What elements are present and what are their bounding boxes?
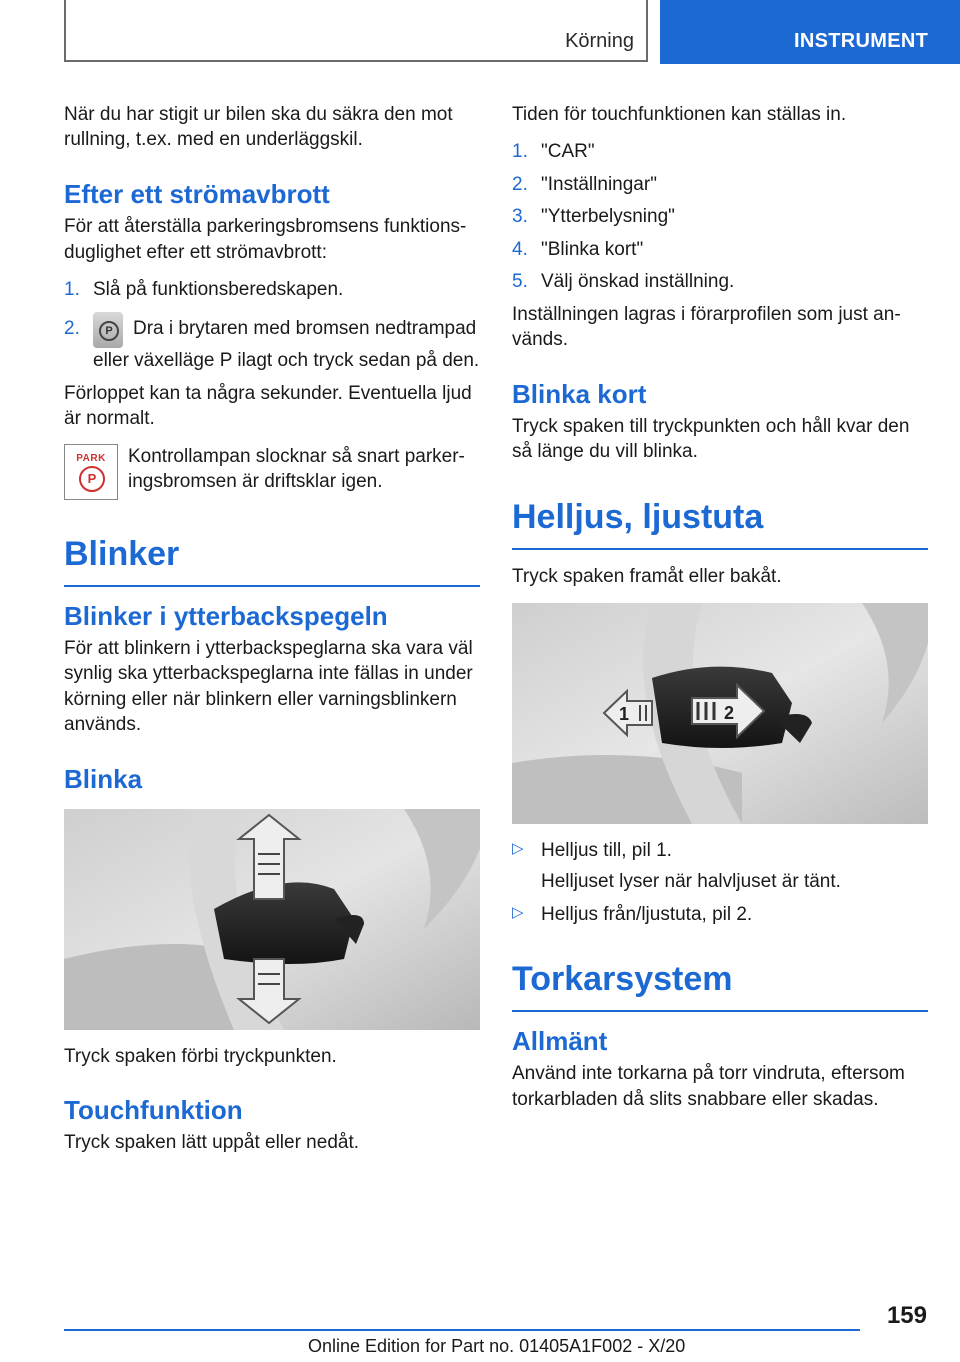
list-item	[512, 204, 928, 229]
park-warning-icon: PARK P	[64, 444, 118, 500]
highbeam-text: Tryck spaken framåt eller bakåt.	[512, 565, 782, 587]
triangle-bullet-icon: ▷	[512, 903, 524, 921]
list-item	[512, 269, 928, 294]
arrow-1-label: 1	[619, 703, 630, 724]
list-item	[512, 172, 928, 197]
step-number: 3.	[512, 206, 528, 228]
edition-text: Online Edition for Part no. 01405A1F002 - X/20	[308, 1336, 686, 1356]
mirror-blinker-text: För att blinkern i ytterbackspeglarna ska vara väl synlig ska ytterbackspeglarna inte fällas in under körning eller när blinkern eller varningsblinkern används.	[64, 637, 473, 736]
highbeam-bullets	[512, 838, 928, 927]
bullet-text: Helljus från/ljustuta, pil 2.	[541, 903, 753, 925]
saved-text: Inställningen lagras i förarprofilen som just används.	[512, 303, 901, 351]
list-item	[64, 316, 480, 373]
highbeam-heading: Helljus, ljustuta	[512, 497, 928, 550]
blinker-heading: Blinker	[64, 534, 480, 587]
general-heading: Allmänt	[512, 1026, 608, 1057]
step-text: Slå på funktionsberedskapen.	[93, 279, 344, 300]
indicator-note-text: Kontrollampan slocknar så snart parkeringsbromsen är driftsklar igen.	[128, 445, 465, 493]
list-item	[512, 838, 928, 895]
step-number: 1.	[512, 141, 528, 163]
blinka-caption: Tryck spaken förbi tryckpunkten.	[64, 1045, 337, 1067]
section-tab: INSTRUMENT	[660, 0, 960, 64]
power-outage-text: För att återställa parkeringsbromsens funktionsduglighet efter ett strömavbrott:	[64, 216, 467, 263]
touch-heading: Touchfunktion	[64, 1095, 243, 1126]
settings-steps	[512, 139, 928, 294]
short-blink-text: Tryck spaken till tryckpunkten och håll kvar den så länge du vill blinka.	[512, 415, 910, 463]
list-item	[512, 902, 928, 927]
list-item	[512, 139, 928, 164]
wiper-heading: Torkarsystem	[512, 959, 928, 1012]
mirror-blinker-heading: Blinker i ytterbackspegeln	[64, 600, 388, 631]
step-text: "CAR"	[541, 141, 595, 163]
step-number: 2.	[64, 318, 80, 340]
step-text: "Blinka kort"	[541, 238, 644, 260]
intro-paragraph: När du har stigit ur bilen ska du säkra den mot rullning, t.ex. med en underläggskil.	[64, 104, 453, 151]
chapter-title: Körning	[565, 30, 634, 52]
power-steps	[64, 277, 480, 374]
left-column	[64, 102, 480, 1168]
step-text: "Ytterbelysning"	[541, 206, 675, 228]
touch-time-text: Tiden för touchfunktionen kan ställas in.	[512, 104, 847, 125]
blinka-heading: Blinka	[64, 763, 143, 794]
highbeam-lever-image	[512, 603, 928, 824]
touch-text: Tryck spaken lätt uppåt eller nedåt.	[64, 1132, 360, 1154]
triangle-bullet-icon: ▷	[512, 839, 524, 857]
step-text: Välj önskad inställning.	[541, 271, 735, 293]
turn-signal-lever-image	[64, 809, 480, 1030]
short-blink-heading: Blinka kort	[512, 378, 647, 409]
indicator-note	[64, 444, 480, 502]
power-outage-heading: Efter ett strömavbrott	[64, 178, 330, 209]
bullet-text: Helljus till, pil 1.	[541, 839, 672, 861]
step-text: Dra i brytaren med bromsen nedtrampad eller växelläge P ilagt och tryck sedan på den.	[93, 318, 480, 372]
bullet-subtext: Helljuset lyser när halvljuset är tänt.	[541, 871, 841, 893]
step-number: 1.	[64, 279, 80, 300]
process-text: Förloppet kan ta några sekunder. Eventuella ljud är normalt.	[64, 382, 472, 430]
page-number: 159	[886, 1302, 927, 1329]
step-text: "Inställningar"	[541, 173, 657, 195]
header-chapter-box	[64, 0, 648, 62]
step-number: 4.	[512, 238, 528, 260]
footer-divider	[64, 1329, 860, 1331]
list-item	[512, 237, 928, 262]
step-number: 5.	[512, 271, 528, 293]
general-text: Använd inte torkarna på torr vindruta, eftersom torkarbladen då slits snabbare eller skadas.	[512, 1063, 905, 1110]
parking-p-icon: P	[99, 321, 119, 341]
list-item	[64, 277, 480, 302]
step-number: 2.	[512, 173, 528, 195]
arrow-2-label: 2	[724, 702, 735, 723]
right-column	[512, 102, 928, 1124]
parking-brake-switch-icon	[93, 312, 123, 348]
